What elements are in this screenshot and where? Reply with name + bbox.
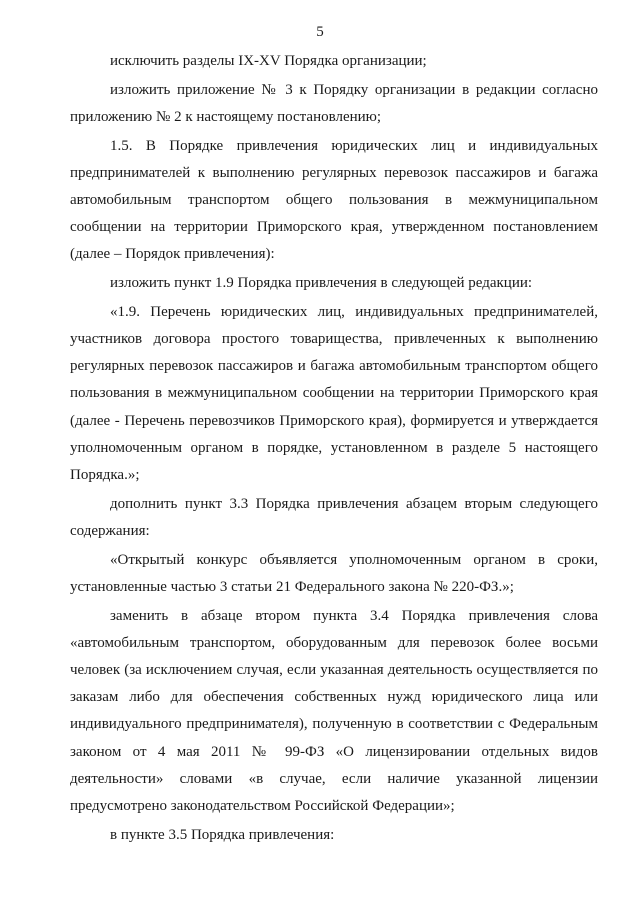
paragraph: заменить в абзаце втором пункта 3.4 Порядка привлечения слова «автомобильным транспортом, оборудованным для перевозок более восьми человек (за исключением случая, если указанная деятельность осуществляется по заказам либо для обеспечения собственных нужд юридического лица или индивидуального предпринимателя), полученную в соответствии с Федеральным законом от 4 мая 2011 № 99-ФЗ «О лицензировании отдельных видов деятельности» словами «в случае, если наличие указанной лицензии предусмотрено законодательством Российской Федерации»; (70, 607, 598, 814)
paragraph: «1.9. Перечень юридических лиц, индивидуальных предпринимателей, участников договора простого товарищества, привлеченных к выполнению регулярных перевозок пассажиров и багажа автомобильным транспортом общего пользования в межмуниципальном сообщении на территории Приморского края (далее - Перечень перевозчиков Приморского края), формируется и утверждается уполномоченным органом в порядке, установленном в разделе 5 настоящего Порядка.»; (70, 303, 598, 484)
paragraph: 1.5. В Порядке привлечения юридических лиц и индивидуальных предпринимателей к выполнению регулярных перевозок пассажиров и багажа автомобильным транспортом общего пользования в межмуниципальном сообщении на территории Приморского края, утвержденном постановлением (далее – Порядок привлечения): (70, 137, 598, 263)
paragraph: изложить приложение № 3 к Порядку организации в редакции согласно приложению № 2 к настоящему постановлению; (70, 81, 598, 125)
paragraph: в пункте 3.5 Порядка привлечения: (110, 826, 335, 843)
document-body (70, 48, 598, 849)
page-number: 5 (316, 24, 324, 40)
paragraph: «Открытый конкурс объявляется уполномоченным органом в сроки, установленные частью 3 статьи 21 Федерального закона № 220-ФЗ.»; (70, 551, 598, 595)
paragraph: исключить разделы IX-XV Порядка организации; (110, 53, 427, 69)
paragraph: дополнить пункт 3.3 Порядка привлечения абзацем вторым следующего содержания: (70, 495, 598, 539)
paragraph: изложить пункт 1.9 Порядка привлечения в следующей редакции: (110, 275, 533, 292)
